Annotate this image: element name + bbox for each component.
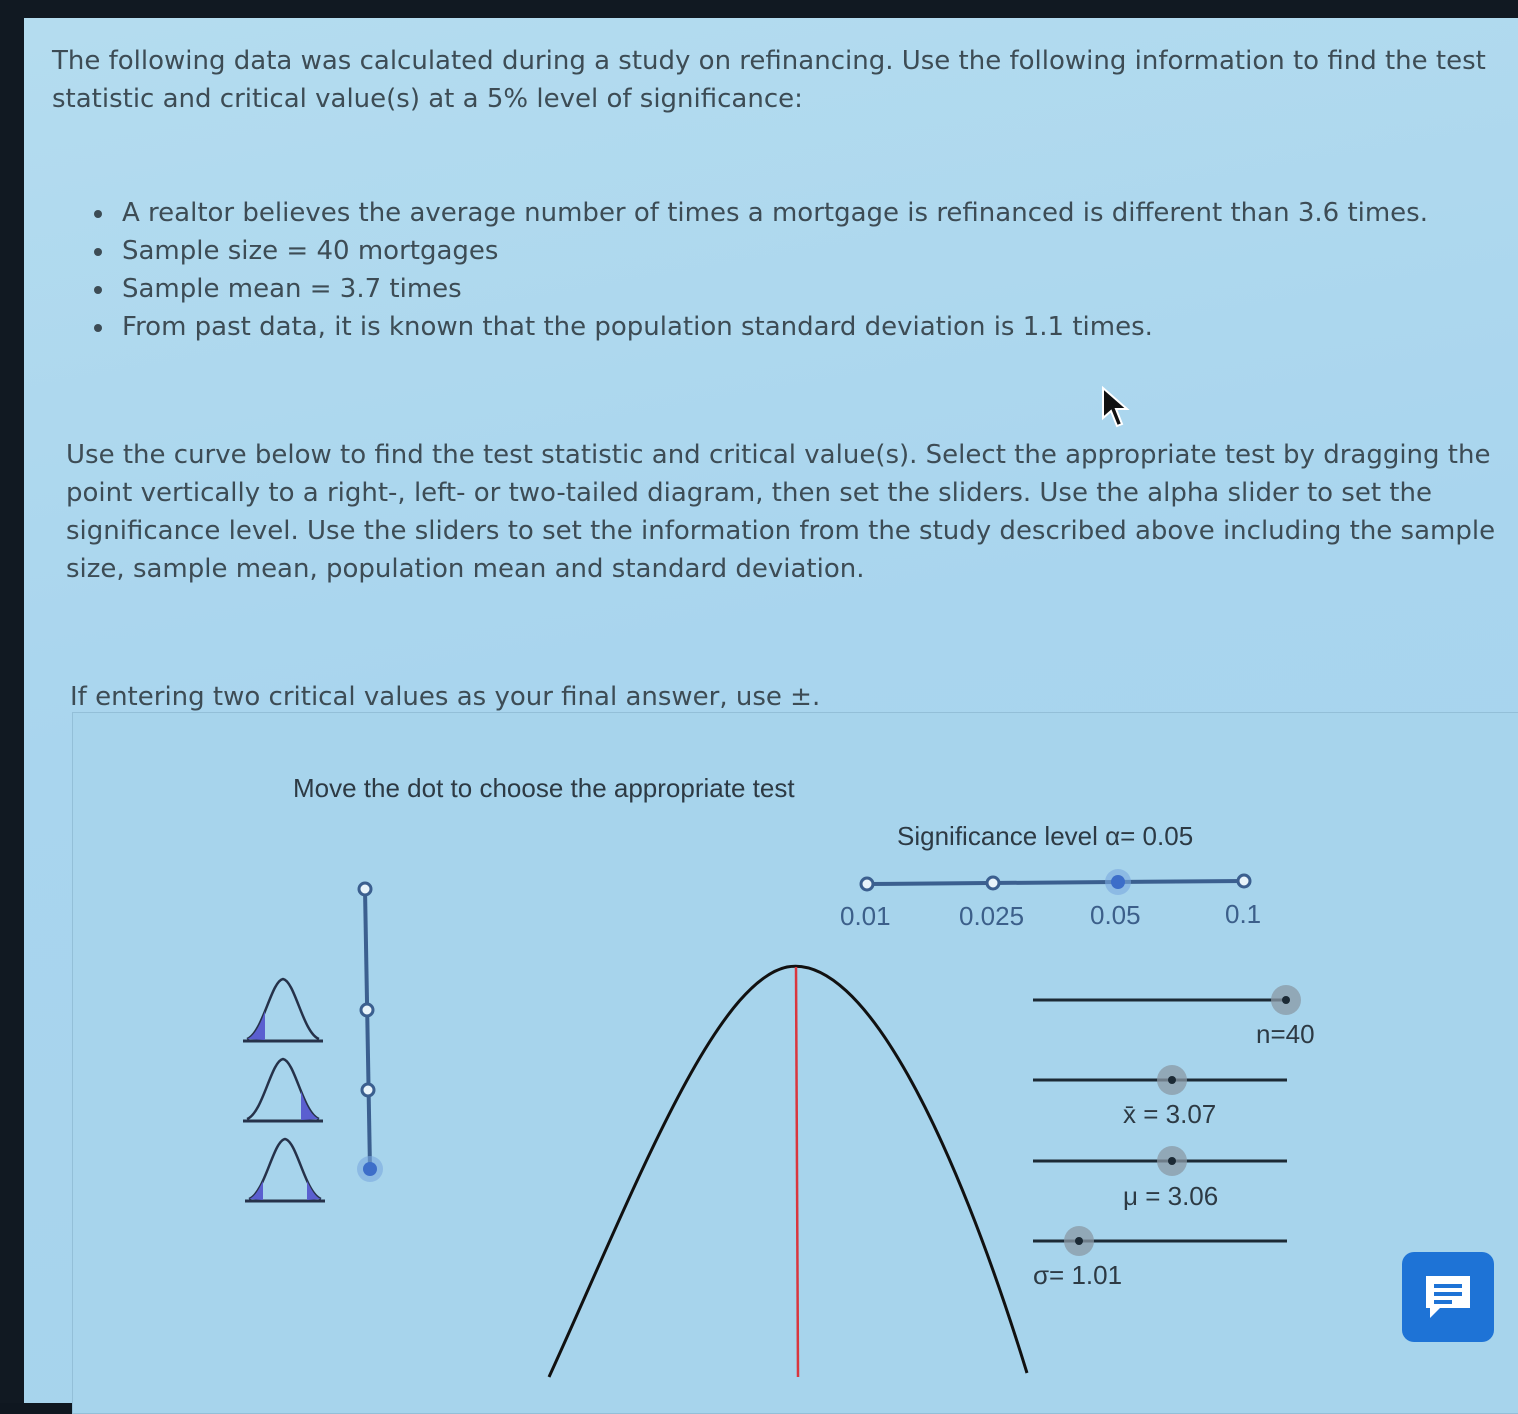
alpha-tick-label: 0.05 — [1090, 900, 1141, 930]
list-item: A realtor believes the average number of times a mortgage is refinanced is different than 3.6 times. — [92, 194, 1428, 232]
xbar-slider-handle[interactable] — [1168, 1076, 1176, 1084]
alpha-slider-handle[interactable] — [1111, 875, 1125, 889]
alpha-tick-0.025[interactable] — [987, 877, 999, 889]
xbar-label: x̄ = 3.07 — [1123, 1099, 1217, 1129]
alpha-tick-0.01[interactable] — [861, 878, 873, 890]
alpha-tick-label: 0.1 — [1225, 899, 1262, 929]
list-item: Sample mean = 3.7 times — [92, 270, 1428, 308]
mouse-cursor-icon — [1101, 386, 1133, 430]
list-item: From past data, it is known that the population standard deviation is 1.1 times. — [92, 308, 1428, 346]
alpha-tick-label: 0.025 — [959, 901, 1025, 931]
mu-label: μ = 3.06 — [1123, 1181, 1219, 1211]
sigma-slider-handle[interactable] — [1075, 1237, 1083, 1245]
mu-slider-handle[interactable] — [1168, 1157, 1176, 1165]
sample-mean-slider[interactable] — [1033, 1065, 1287, 1095]
question-panel — [24, 18, 1518, 1403]
n-slider-handle[interactable] — [1282, 996, 1290, 1004]
applet-instructions: Use the curve below to find the test statistic and critical value(s). Select the appropriate test by dragging the point vertically to a right-, left- or two-tailed diagram, then set the sliders. Use the alpha slider to set the significance level. Use the sliders to set the information from the study described above including the sample size, sample mean, population mean and standard deviation. — [66, 440, 1496, 584]
test-selector-label: Move the dot to choose the appropriate test — [293, 773, 795, 803]
n-label: n=40 — [1256, 1019, 1315, 1049]
test-selector-handle[interactable] — [363, 1162, 377, 1176]
right-tailed-diagram — [243, 979, 323, 1041]
population-mean-slider[interactable] — [1033, 1146, 1287, 1176]
plus-minus-note: If entering two critical values as your final answer, use ±. — [70, 682, 821, 712]
two-tailed-diagram — [245, 1139, 325, 1201]
test-statistic-line — [796, 967, 798, 1377]
test-option-right-tailed[interactable] — [361, 1004, 373, 1016]
given-info-list — [92, 194, 1428, 346]
normal-curve — [549, 966, 1027, 1377]
chat-button[interactable] — [1402, 1252, 1494, 1342]
test-type-selector[interactable] — [357, 883, 383, 1182]
std-dev-slider[interactable] — [1033, 1226, 1287, 1256]
alpha-tick-label: 0.01 — [840, 901, 891, 931]
left-tailed-diagram — [243, 1059, 323, 1121]
applet-canvas — [73, 713, 1518, 1413]
sigma-label: σ= 1.01 — [1033, 1260, 1123, 1290]
sample-size-slider[interactable] — [1033, 985, 1301, 1015]
alpha-slider[interactable] — [861, 869, 1250, 895]
test-option-left-tailed[interactable] — [362, 1084, 374, 1096]
alpha-tick-0.1[interactable] — [1238, 875, 1250, 887]
list-item: Sample size = 40 mortgages — [92, 232, 1428, 270]
hypothesis-test-applet — [72, 712, 1518, 1414]
significance-level-label: Significance level α= 0.05 — [897, 821, 1194, 851]
test-option-top[interactable] — [359, 883, 371, 895]
chat-lines-icon — [1422, 1272, 1474, 1322]
question-intro: The following data was calculated during a study on refinancing. Use the following information to find the test statistic and critical value(s) at a 5% level of significance: — [52, 46, 1486, 114]
